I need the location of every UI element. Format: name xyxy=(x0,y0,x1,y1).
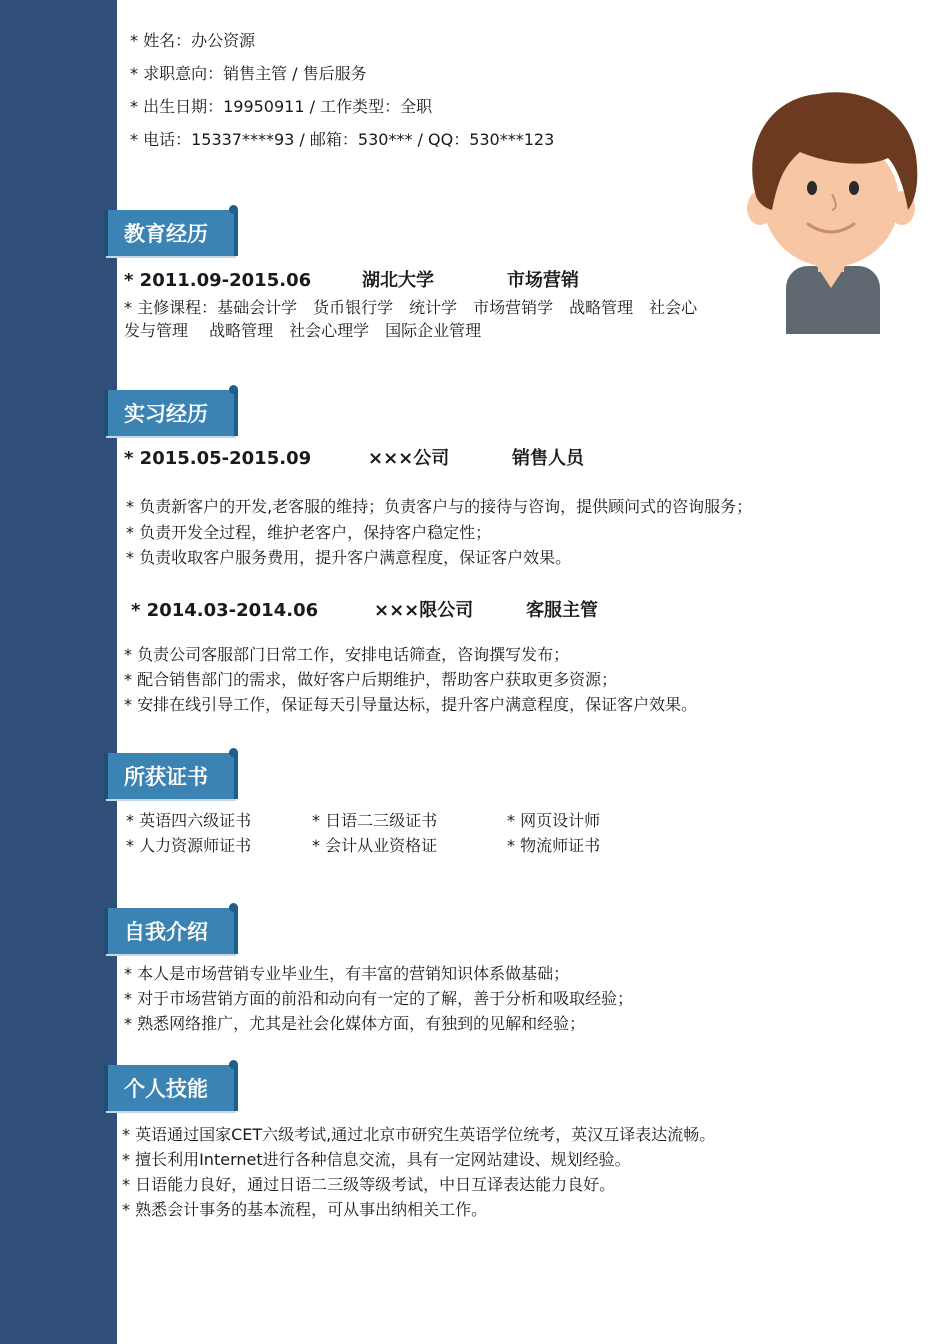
job2-duty: * 负责公司客服部门日常工作，安排电话筛查，咨询撰写发布； xyxy=(124,645,570,664)
left-sidebar-band xyxy=(0,0,117,1344)
tab-fold xyxy=(234,1065,238,1111)
job2-duty: * 配合销售部门的需求，做好客户后期维护，帮助客户获取更多资源； xyxy=(124,670,618,689)
tab-fold xyxy=(234,908,238,954)
edu-major: 市场营销 xyxy=(507,270,579,291)
internship-section-tab xyxy=(104,390,234,436)
edu-school: 湖北大学 xyxy=(362,270,434,291)
tab-pin-dot xyxy=(229,748,238,757)
certificates-section-tab xyxy=(104,753,234,799)
certificate-item: * 会计从业资格证 xyxy=(312,836,438,855)
birth-line: * 出生日期：19950911 / 工作类型：全职 xyxy=(130,97,433,116)
contact-line: * 电话：15337****93 / 邮箱：530*** / QQ：530***123 xyxy=(130,130,555,149)
job1-role: 销售人员 xyxy=(512,448,584,469)
avatar-illustration xyxy=(738,76,924,334)
tab-pin-dot xyxy=(229,1060,238,1069)
skill-line: * 日语能力良好，通过日语二三级等级考试，中日互译表达能力良好。 xyxy=(122,1175,616,1194)
tab-pin-dot xyxy=(229,205,238,214)
self-intro-line: * 熟悉网络推广，尤其是社会化媒体方面，有独到的见解和经验； xyxy=(124,1014,586,1033)
job2-period: * 2014.03-2014.06 xyxy=(131,600,319,621)
edu-period: * 2011.09-2015.06 xyxy=(124,270,312,291)
skill-line: * 擅长利用Internet进行各种信息交流，具有一定网站建设、规划经验。 xyxy=(122,1150,631,1169)
job2-company: ×××限公司 xyxy=(374,600,474,621)
tab-pin-dot xyxy=(229,385,238,394)
self-intro-line: * 本人是市场营销专业毕业生，有丰富的营销知识体系做基础； xyxy=(124,964,570,983)
certificates-title: 所获证书 xyxy=(124,765,208,789)
tab-fold xyxy=(234,210,238,256)
self-intro-line: * 对于市场营销方面的前沿和动向有一定的了解，善于分析和吸取经验； xyxy=(124,989,634,1008)
certificate-item: * 人力资源师证书 xyxy=(126,836,252,855)
job2-role: 客服主管 xyxy=(526,600,598,621)
tab-pin-dot xyxy=(229,903,238,912)
tab-fold xyxy=(234,390,238,436)
certificate-item: * 英语四六级证书 xyxy=(126,811,252,830)
skills-section-tab xyxy=(104,1065,234,1111)
internship-title: 实习经历 xyxy=(124,402,208,426)
education-title: 教育经历 xyxy=(124,222,208,246)
edu-courses-line1: * 主修课程：基础会计学 货币银行学 统计学 市场营销学 战略管理 社会心 xyxy=(124,298,698,317)
job1-duty: * 负责开发全过程，维护老客户，保持客户稳定性； xyxy=(126,523,492,542)
name-line: * 姓名：办公资源 xyxy=(130,31,256,50)
skills-title: 个人技能 xyxy=(124,1077,208,1101)
intent-line: * 求职意向：销售主管 / 售后服务 xyxy=(130,64,367,83)
certificate-item: * 网页设计师 xyxy=(507,811,601,830)
skill-line: * 熟悉会计事务的基本流程，可从事出纳相关工作。 xyxy=(122,1200,488,1219)
job1-company: ×××公司 xyxy=(368,448,450,469)
edu-courses-line2: 发与管理 战略管理 社会心理学 国际企业管理 xyxy=(124,321,482,340)
job1-duty: * 负责收取客户服务费用，提升客户满意程度，保证客户效果。 xyxy=(126,548,572,567)
job2-duty: * 安排在线引导工作，保证每天引导量达标，提升客户满意程度，保证客户效果。 xyxy=(124,695,698,714)
self-intro-title: 自我介绍 xyxy=(124,920,208,944)
education-section-tab xyxy=(104,210,234,256)
self-intro-section-tab xyxy=(104,908,234,954)
certificate-item: * 日语二三级证书 xyxy=(312,811,438,830)
job1-duty: * 负责新客户的开发,老客服的维持；负责客户与的接待与咨询，提供顾问式的咨询服务； xyxy=(126,497,753,516)
certificate-item: * 物流师证书 xyxy=(507,836,601,855)
skill-line: * 英语通过国家CET六级考试,通过北京市研究生英语学位统考，英汉互译表达流畅。 xyxy=(122,1125,716,1144)
tab-fold xyxy=(234,753,238,799)
job1-period: * 2015.05-2015.09 xyxy=(124,448,312,469)
